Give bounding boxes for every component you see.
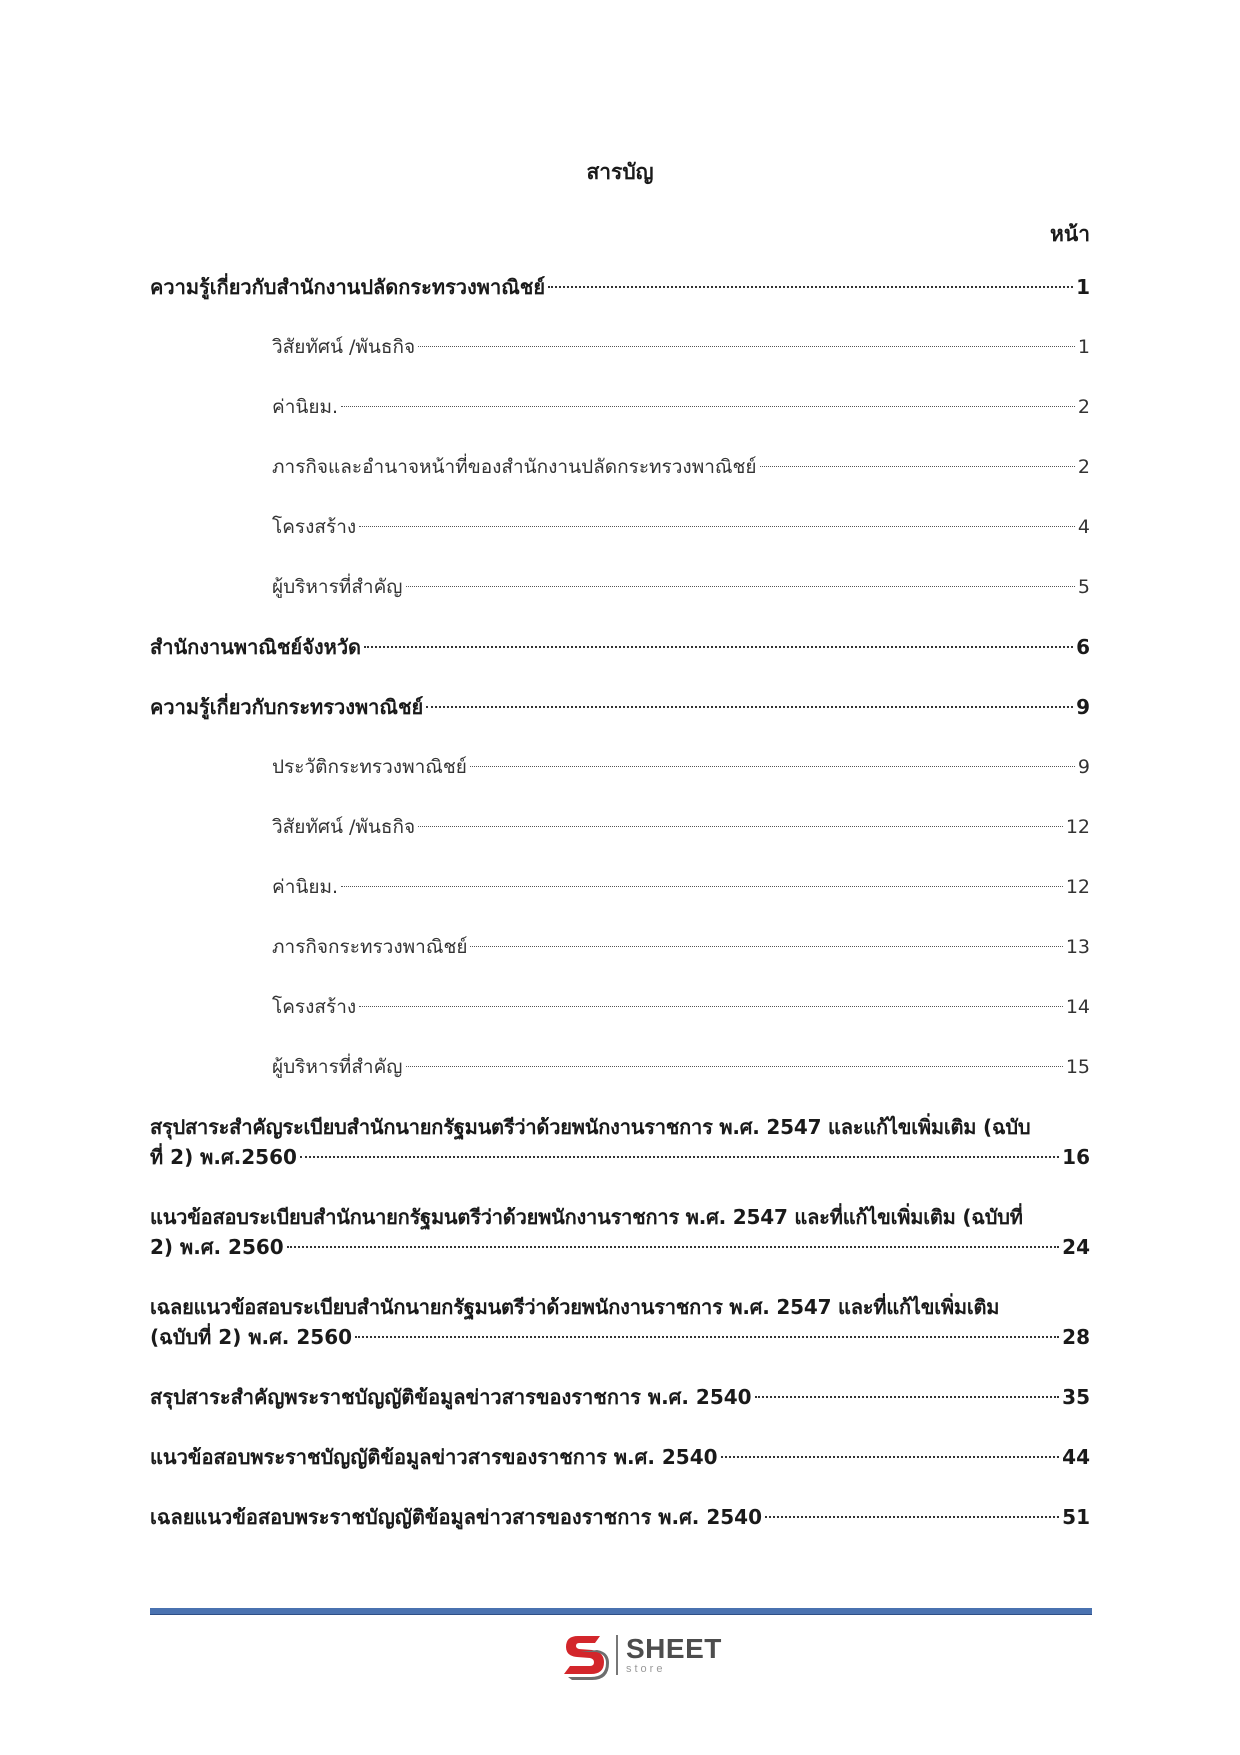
toc-entry[interactable]	[150, 1442, 1090, 1472]
toc-entry-label: โครงสร้าง	[272, 516, 357, 538]
toc-entry-label: สำนักงานพาณิชย์จังหวัด	[150, 635, 362, 659]
toc-subentry[interactable]	[150, 752, 1090, 782]
dot-leader	[418, 826, 1063, 827]
logo-subtitle: store	[626, 1663, 666, 1675]
dot-leader	[406, 1066, 1063, 1067]
toc-page-number: 9	[1077, 756, 1090, 778]
toc-entry-label: สรุปสาระสำคัญพระราชบัญญัติข้อมูลข่าวสารของราชการ พ.ศ. 2540	[150, 1385, 752, 1409]
toc-subentry[interactable]	[150, 1052, 1090, 1082]
toc-entry[interactable]	[150, 692, 1090, 722]
toc-subentry[interactable]	[150, 932, 1090, 962]
toc-entry[interactable]	[150, 1202, 1090, 1262]
toc-entry-label: เฉลยแนวข้อสอบระเบียบสำนักนายกรัฐมนตรีว่าด้วยพนักงานราชการ พ.ศ. 2547 และที่แก้ไขเพิ่มเติม	[150, 1295, 1000, 1319]
toc-entry-label: วิสัยทัศน์ /พันธกิจ	[272, 336, 416, 358]
toc-entry-label: ค่านิยม.	[272, 396, 339, 418]
toc-entry-label: ค่านิยม.	[272, 876, 339, 898]
toc-page-number: 28	[1062, 1325, 1090, 1349]
page-title: สารบัญ	[586, 160, 654, 184]
toc-subentry[interactable]	[150, 392, 1090, 422]
toc-entry[interactable]	[150, 1382, 1090, 1412]
toc-entry-label: แนวข้อสอบพระราชบัญญัติข้อมูลข่าวสารของราชการ พ.ศ. 2540	[150, 1445, 718, 1469]
toc-page-number: 1	[1077, 336, 1090, 358]
toc-subentry[interactable]	[150, 452, 1090, 482]
dot-leader	[364, 646, 1073, 648]
toc-subentry[interactable]	[150, 332, 1090, 362]
toc-subentry[interactable]	[150, 872, 1090, 902]
toc-page-number: 2	[1077, 456, 1090, 478]
toc-entry-label: โครงสร้าง	[272, 996, 357, 1018]
dot-leader	[760, 466, 1075, 467]
toc-entry-label: ประวัติกระทรวงพาณิชย์	[272, 756, 467, 778]
dot-leader	[341, 406, 1075, 407]
toc-page-number: 2	[1077, 396, 1090, 418]
toc-entry-label-continued: 2) พ.ศ. 2560	[150, 1235, 284, 1259]
dot-leader	[765, 1516, 1059, 1518]
dot-leader	[287, 1246, 1059, 1248]
toc-entry-label: เฉลยแนวข้อสอบพระราชบัญญัติข้อมูลข่าวสารของราชการ พ.ศ. 2540	[150, 1505, 762, 1529]
dot-leader	[406, 586, 1075, 587]
sheet-s-logo-icon	[560, 1628, 610, 1682]
toc-entry[interactable]	[150, 1292, 1090, 1352]
toc-entry-label: ภารกิจกระทรวงพาณิชย์	[272, 936, 468, 958]
toc-entry-label: ความรู้เกี่ยวกับกระทรวงพาณิชย์	[150, 695, 424, 719]
dot-leader	[755, 1396, 1060, 1398]
logo-separator	[616, 1635, 618, 1675]
dot-leader	[470, 946, 1062, 947]
dot-leader	[548, 286, 1073, 288]
toc-subentry[interactable]	[150, 512, 1090, 542]
toc-page-number: 24	[1062, 1235, 1090, 1259]
toc-page-number: 15	[1065, 1056, 1090, 1078]
toc-entry-label: ผู้บริหารที่สำคัญ	[272, 576, 403, 598]
toc-entry[interactable]	[150, 1502, 1090, 1532]
toc-entry-label: สรุปสาระสำคัญระเบียบสำนักนายกรัฐมนตรีว่าด้วยพนักงานราชการ พ.ศ. 2547 และแก้ไขเพิ่มเติม (ฉบับ	[150, 1115, 1031, 1139]
toc-page-number: 12	[1065, 816, 1090, 838]
dot-leader	[300, 1156, 1059, 1158]
footer-rule	[150, 1608, 1092, 1615]
toc-entry-label: ภารกิจและอำนาจหน้าที่ของสำนักงานปลัดกระทรวงพาณิชย์	[272, 456, 757, 478]
toc-entry-label: ผู้บริหารที่สำคัญ	[272, 1056, 403, 1078]
table-of-contents	[150, 272, 1090, 1562]
toc-page-number: 44	[1062, 1445, 1090, 1469]
toc-entry-label: แนวข้อสอบระเบียบสำนักนายกรัฐมนตรีว่าด้วยพนักงานราชการ พ.ศ. 2547 และที่แก้ไขเพิ่มเติม (ฉบับที่	[150, 1205, 1023, 1229]
toc-entry-label: ความรู้เกี่ยวกับสำนักงานปลัดกระทรวงพาณิชย์	[150, 275, 546, 299]
toc-page-number: 9	[1076, 695, 1090, 719]
dot-leader	[426, 706, 1073, 708]
toc-page-number: 13	[1065, 936, 1090, 958]
page-column-label: หน้า	[1050, 222, 1090, 246]
dot-leader	[355, 1336, 1059, 1338]
dot-leader	[470, 766, 1075, 767]
toc-entry-label-continued: (ฉบับที่ 2) พ.ศ. 2560	[150, 1325, 353, 1349]
dot-leader	[359, 526, 1075, 527]
logo-wordmark: SHEET	[626, 1633, 722, 1664]
toc-page-number: 6	[1076, 635, 1090, 659]
toc-subentry[interactable]	[150, 572, 1090, 602]
toc-page-number: 51	[1062, 1505, 1090, 1529]
toc-entry[interactable]	[150, 272, 1090, 302]
toc-subentry[interactable]	[150, 812, 1090, 842]
dot-leader	[359, 1006, 1063, 1007]
toc-page-number: 12	[1065, 876, 1090, 898]
dot-leader	[418, 346, 1075, 347]
dot-leader	[721, 1456, 1060, 1458]
sheet-store-logo	[560, 1628, 722, 1682]
toc-entry-label-continued: ที่ 2) พ.ศ.2560	[150, 1145, 297, 1169]
toc-page-number: 14	[1065, 996, 1090, 1018]
toc-subentry[interactable]	[150, 992, 1090, 1022]
toc-page-number: 16	[1062, 1145, 1090, 1169]
toc-page-number: 35	[1062, 1385, 1090, 1409]
toc-page-number: 5	[1077, 576, 1090, 598]
toc-entry[interactable]	[150, 1112, 1090, 1172]
toc-entry-label: วิสัยทัศน์ /พันธกิจ	[272, 816, 416, 838]
toc-entry[interactable]	[150, 632, 1090, 662]
toc-page-number: 1	[1076, 275, 1090, 299]
dot-leader	[341, 886, 1063, 887]
toc-page-number: 4	[1077, 516, 1090, 538]
